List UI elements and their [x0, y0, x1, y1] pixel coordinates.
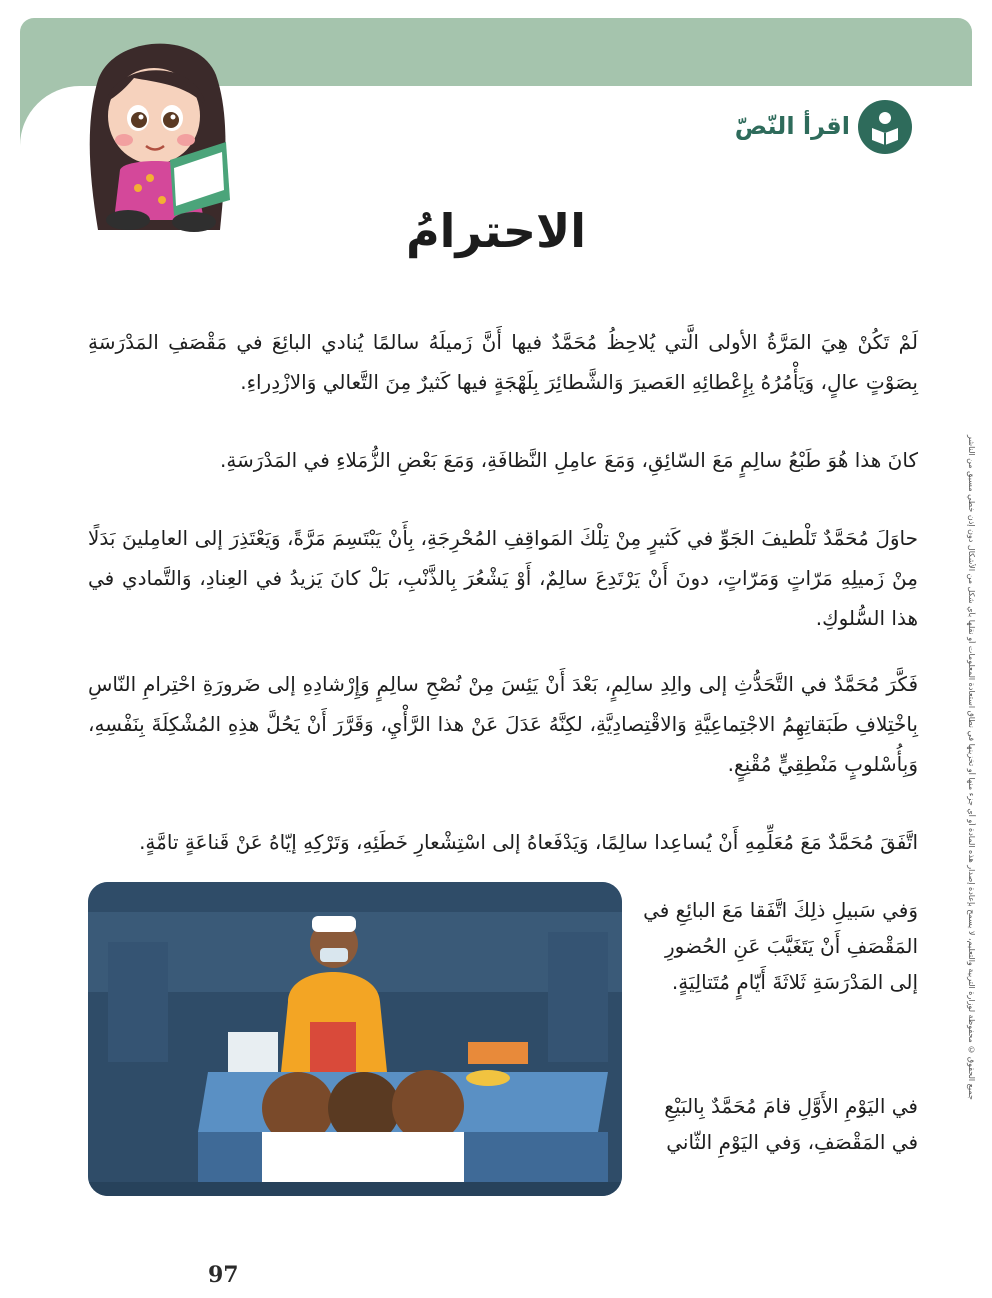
- side-paragraph-2: في اليَوْمِ الأَوَّلِ قامَ مُحَمَّدٌ بِالبَيْعِ في المَقْصَفِ، وَفي اليَوْمِ الثّاني: [664, 1094, 918, 1154]
- paragraph-3: حاوَلَ مُحَمَّدٌ تَلْطيفَ الجَوِّ في كَثيرٍ مِنْ تِلْكَ المَواقِفِ المُحْرِجَةِ، بِأَنْ يَبْتَسِمَ مَرَّةً، وَيَعْتَذِرَ إلى العامِلينَ بَدَلًا مِنْ زَميلِهِ مَرّاتٍ وَمَرّاتٍ، دونَ أَنْ يَرْتَدِعَ سالِمٌ، أَوْ يَشْعُرَ بِالذَّنْبِ، بَلْ كانَ يَزيدُ في العِنادِ، وَالتَّمادي في هذا السُّلوكِ.: [88, 526, 918, 630]
- reading-person-icon: [858, 100, 912, 154]
- paragraph-2: كانَ هذا هُوَ طَبْعُ سالِمٍ مَعَ السّائِقِ، وَمَعَ عامِلِ النَّظافَةِ، وَمَعَ بَعْضِ الزُّمَلاءِ في المَدْرَسَةِ.: [219, 448, 918, 472]
- copyright-notice: جميع الحقوق © محفوظة لوزارة التربية والتعليم، لا يسمح بإعادة إصدار هذه المادة أو أي جزء منها أو تخزينها في نطاق استعادة المعلومات أو نقلها بأي شكل من الأشكال دون إذن خطي مسبق من الناشر: [967, 435, 976, 1100]
- paragraph-4: فَكَّرَ مُحَمَّدٌ في التَّحَدُّثِ إلى والِدِ سالِمٍ، بَعْدَ أَنْ يَئِسَ مِنْ نُصْحِ سالِمٍ وَإِرْشادِهِ إلى ضَرورَةِ احْتِرامِ النّاسِ بِاخْتِلافِ طَبَقاتِهِمُ الاجْتِماعِيَّةِ وَالاقْتِصادِيَّةِ، لكِنَّهُ عَدَلَ عَنْ هذا الرَّأْيِ، وَقَرَّرَ أَنْ يَحُلَّ هذِهِ المُشْكِلَةَ بِنَفْسِهِ، وَبِأُسْلوبٍ مَنْطِقِيٍّ مُقْنِعٍ.: [88, 672, 918, 776]
- page-number: 97: [208, 1262, 239, 1288]
- reading-girl-illustration: [58, 20, 248, 232]
- section-label: اقرأ النّصّ: [734, 112, 850, 140]
- paragraph-5: اتَّفَقَ مُحَمَّدٌ مَعَ مُعَلِّمِهِ أَنْ يُساعِدا سالِمًا، وَيَدْفَعاهُ إلى اسْتِشْعارِ خَطَئِهِ، وَتَرْكِهِ إيّاهُ عَنْ قَناعَةٍ تامَّةٍ.: [139, 830, 918, 854]
- cafeteria-illustration: [88, 882, 622, 1196]
- paragraph-1: لَمْ تَكُنْ هِيَ المَرَّةُ الأولى الَّتي يُلاحِظُ مُحَمَّدٌ فيها أَنَّ زَميلَهُ سالمًا يُنادي البائِعَ في مَقْصَفِ المَدْرَسَةِ بِصَوْتٍ عالٍ، وَيَأْمُرُهُ بِإِعْطائِهِ العَصيرَ وَالشَّطائِرَ بِلَهْجَةٍ فيها كَثيرٌ مِنَ التَّعالي وَالازْدِراءِ.: [88, 330, 918, 394]
- side-paragraph-1: وَفي سَبيلِ ذلِكَ اتَّفَقا مَعَ البائِعِ في المَقْصَفِ أَنْ يَتَغَيَّبَ عَنِ الحُضورِ إلى المَدْرَسَةِ ثَلاثَةَ أَيّامٍ مُتَتالِيَةٍ.: [643, 898, 918, 994]
- page-title: الاحترامُ: [405, 204, 587, 258]
- section-badge: [858, 100, 912, 154]
